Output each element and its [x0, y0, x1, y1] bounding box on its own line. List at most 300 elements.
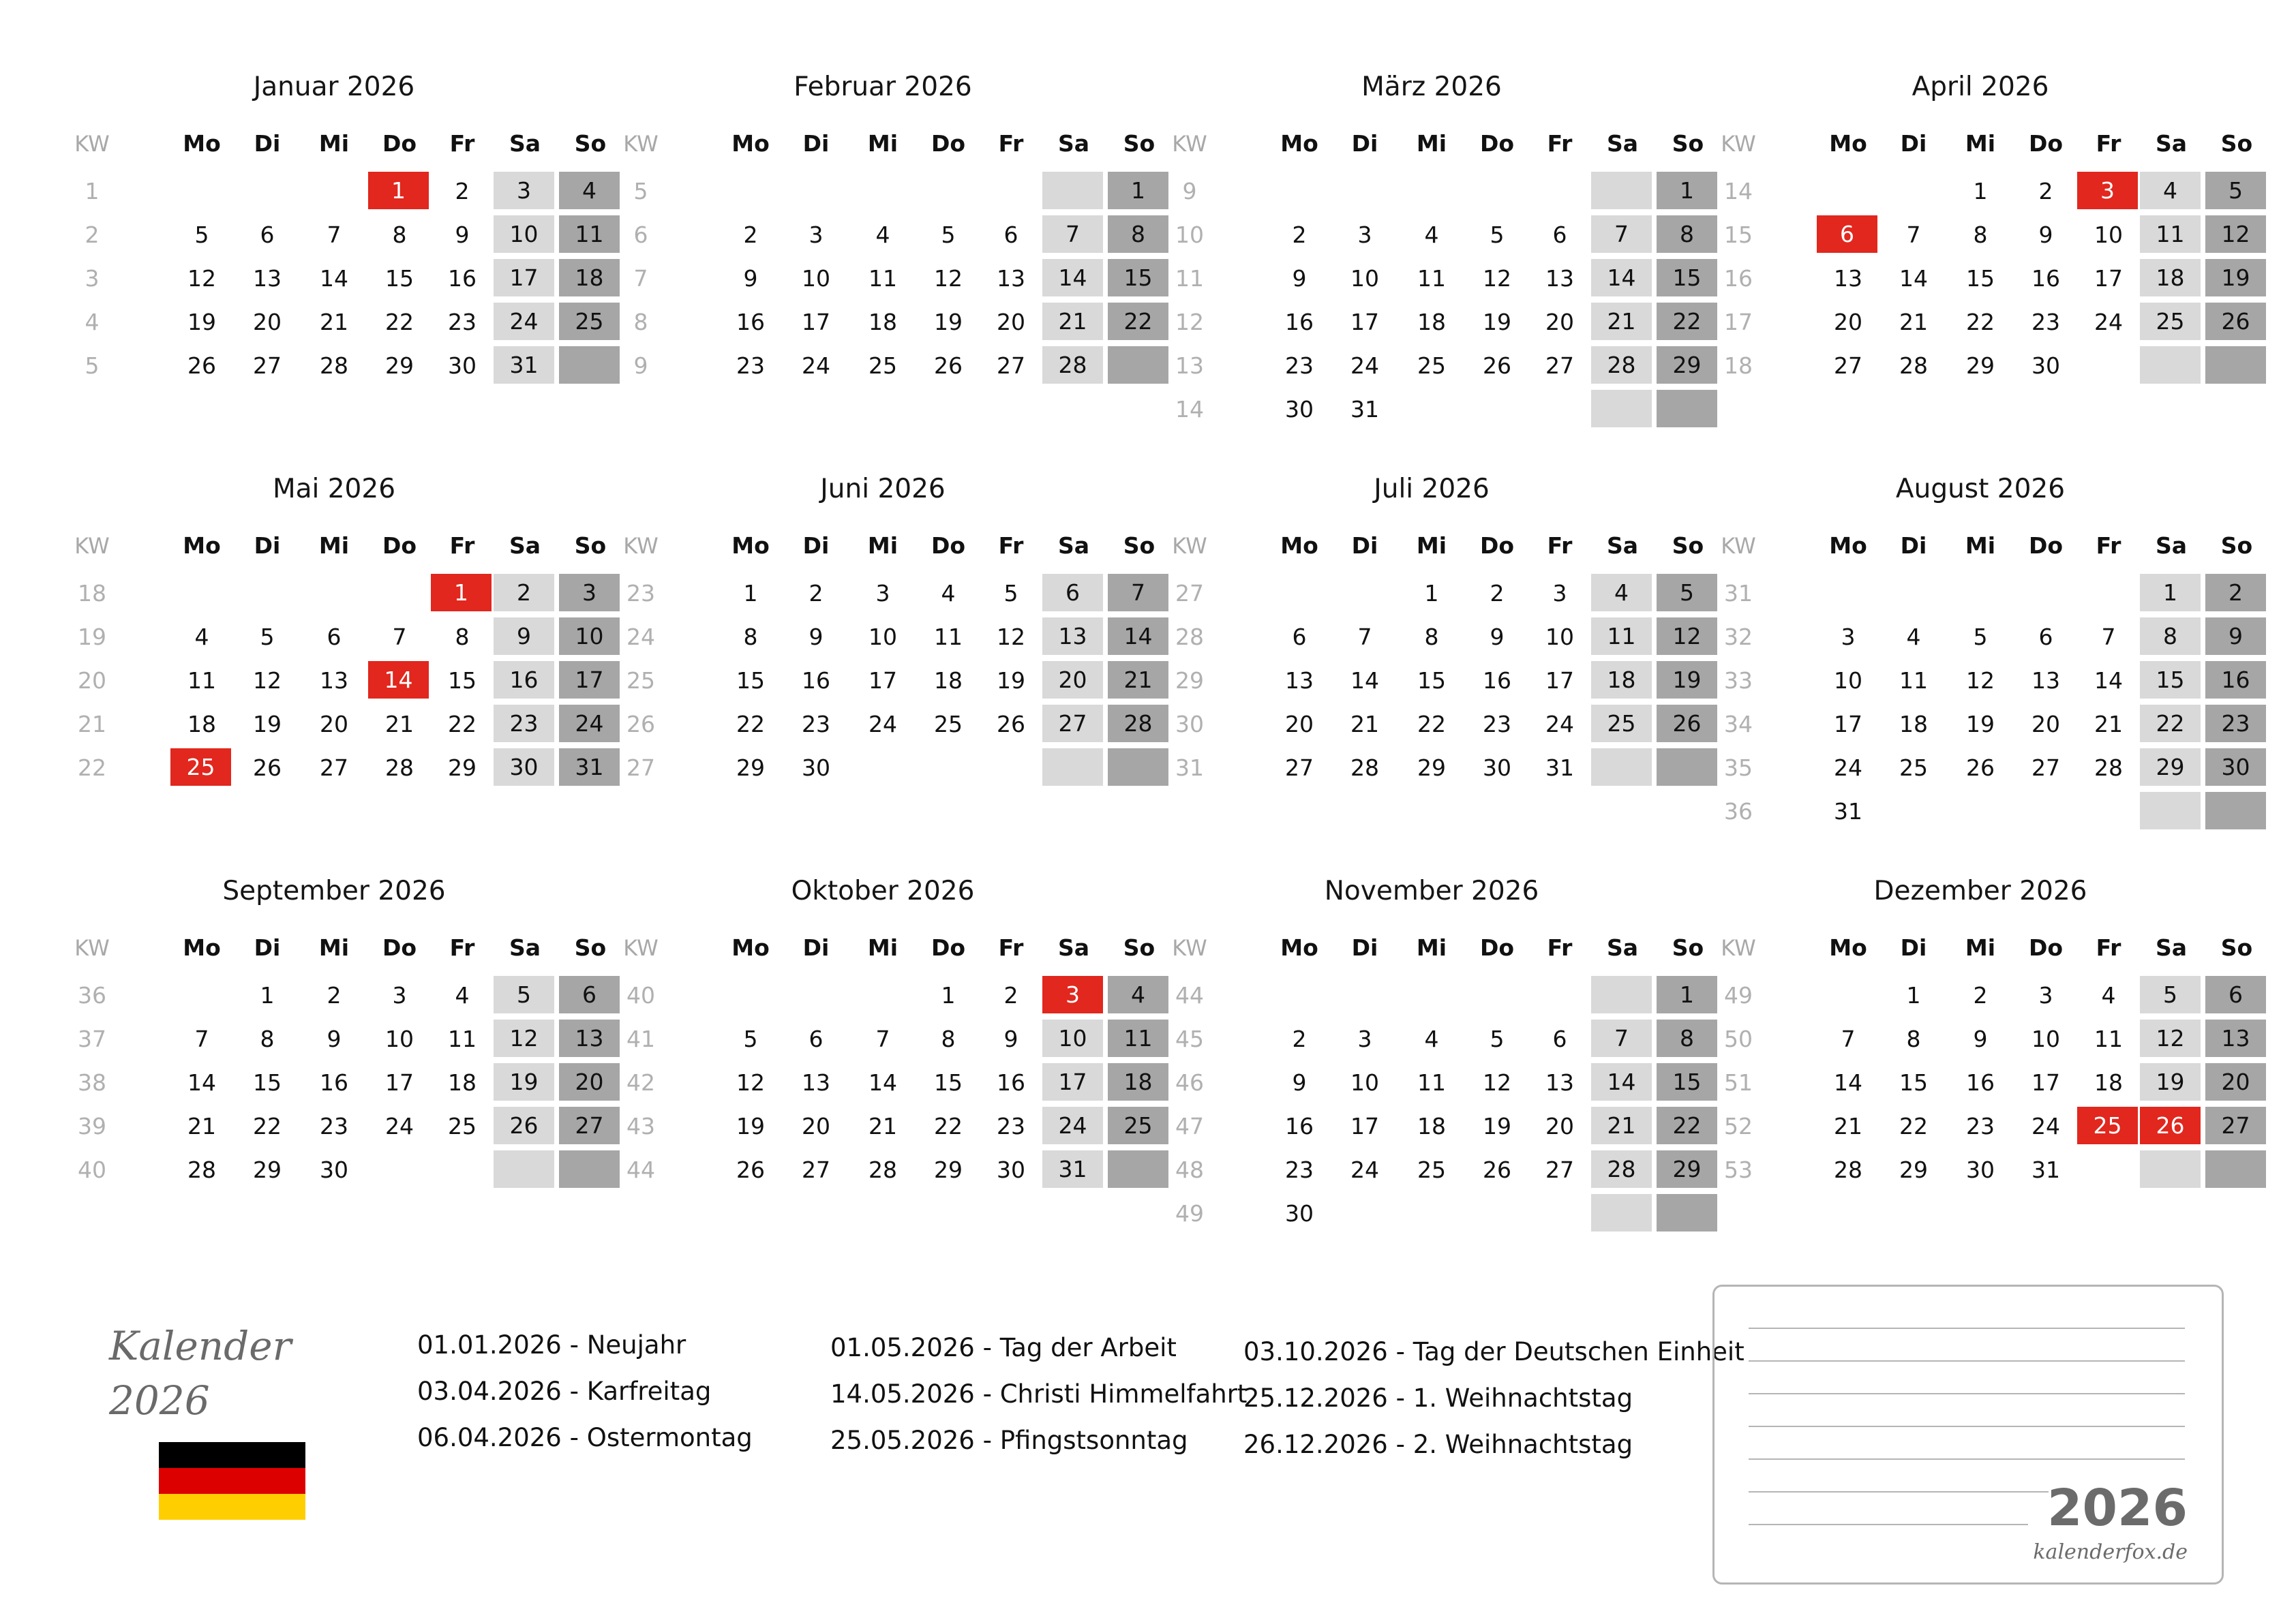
day-cell: 22	[448, 711, 477, 737]
day-cell: 27	[997, 352, 1025, 379]
day-cell: 31	[1042, 1150, 1105, 1190]
day-cell: 19	[1483, 309, 1511, 335]
day-cell: 6	[1292, 624, 1307, 650]
month-title: Juli 2026	[1374, 474, 1490, 504]
note-line	[1749, 1458, 2185, 1460]
month-title: April 2026	[1912, 72, 2049, 102]
day-cell: 28	[1042, 346, 1105, 386]
weekday-header: Mi	[1965, 934, 1996, 961]
weekday-header: Mo	[1280, 130, 1318, 157]
calendar-week-number: 3	[85, 265, 100, 292]
day-cell: 6	[2038, 624, 2053, 650]
day-cell: 19	[494, 1063, 556, 1103]
empty-weekend-cell	[1591, 172, 1654, 211]
week-row	[1715, 259, 2250, 299]
day-cell: 22	[1899, 1113, 1928, 1139]
day-cell: 4	[1424, 221, 1439, 248]
day-cell: 28	[1899, 352, 1928, 379]
day-cell: 12	[1483, 265, 1511, 292]
weekday-header: Sa	[2155, 130, 2188, 157]
kw-header: KW	[1721, 131, 1756, 157]
week-row	[1715, 346, 2246, 386]
note-line	[1749, 1491, 2049, 1493]
day-cell: 14	[1042, 259, 1105, 299]
week-row	[1166, 705, 1702, 744]
day-cell: 1	[1657, 976, 1719, 1015]
kw-header: KW	[1721, 533, 1756, 559]
day-cell: 25	[868, 352, 897, 379]
day-cell: 22	[1417, 711, 1446, 737]
weekday-header: Mo	[731, 130, 770, 157]
day-cell: 27	[1545, 1157, 1574, 1183]
day-cell: 19	[2140, 1063, 2203, 1103]
day-cell: 1	[1906, 982, 1921, 1009]
week-row	[1166, 617, 1702, 657]
week-row	[1166, 259, 1702, 299]
weekday-header: So	[2220, 130, 2253, 157]
day-cell: 10	[2031, 1026, 2060, 1052]
day-cell: 21	[1834, 1113, 1862, 1139]
day-cell: 13	[997, 265, 1025, 292]
calendar-week-number: 19	[78, 624, 106, 650]
weekday-header: Do	[1479, 532, 1515, 559]
calendar-week-number: 44	[626, 1157, 655, 1183]
day-cell: 4	[1424, 1026, 1439, 1052]
day-cell: 29	[385, 352, 414, 379]
day-cell: 6	[559, 976, 622, 1015]
day-cell: 27	[802, 1157, 830, 1183]
day-cell: 4	[1591, 574, 1654, 613]
day-cell: 18	[2140, 259, 2203, 299]
month-calendar	[1715, 804, 2253, 1199]
day-cell: 12	[2140, 1020, 2203, 1059]
kw-header: KW	[623, 533, 659, 559]
day-cell: 16	[736, 309, 765, 335]
day-cell: 6	[1552, 1026, 1567, 1052]
calendar-week-number: 51	[1724, 1069, 1753, 1096]
kw-header: KW	[1172, 131, 1207, 157]
day-cell: 2	[1003, 982, 1018, 1009]
kw-header: KW	[1172, 935, 1207, 961]
calendar-week-number: 35	[1724, 754, 1753, 781]
day-cell: 24	[802, 352, 830, 379]
day-cell: 5	[494, 976, 556, 1015]
day-cell: 23	[736, 352, 765, 379]
week-row	[68, 1063, 604, 1103]
day-cell: 4	[559, 172, 622, 211]
day-cell: 9	[743, 265, 758, 292]
weekday-header: Sa	[1057, 934, 1090, 961]
day-cell: 13	[1834, 265, 1862, 292]
day-cell: 4	[1906, 624, 1921, 650]
day-cell: 14	[868, 1069, 897, 1096]
day-cell: 31	[2031, 1157, 2060, 1183]
week-row	[68, 259, 604, 299]
day-cell: 3	[809, 221, 824, 248]
day-cell: 20	[1545, 309, 1574, 335]
weekday-header: Di	[1900, 532, 1927, 559]
weekday-header: Mo	[1280, 532, 1318, 559]
day-cell: 26	[1966, 754, 1995, 781]
calendar-week-number: 40	[626, 982, 655, 1009]
day-cell: 3	[1357, 1026, 1372, 1052]
day-cell: 6	[2205, 976, 2268, 1015]
weekday-header-row	[1715, 931, 2253, 965]
day-cell: 20	[1285, 711, 1314, 737]
day-cell: 15	[736, 667, 765, 694]
day-cell: 8	[1657, 1020, 1719, 1059]
day-cell: 10	[2094, 221, 2123, 248]
day-cell: 10	[868, 624, 897, 650]
day-cell: 21	[1350, 711, 1379, 737]
day-cell: 6	[1817, 215, 1879, 255]
day-cell: 7	[1591, 1020, 1654, 1059]
day-cell: 17	[1350, 1113, 1379, 1139]
weekday-header: Sa	[1606, 532, 1639, 559]
day-cell: 24	[1350, 352, 1379, 379]
weekday-header: Sa	[1057, 130, 1090, 157]
month-calendar	[1166, 0, 1704, 423]
day-cell: 18	[559, 259, 622, 299]
day-cell: 28	[187, 1157, 216, 1183]
day-cell: 19	[253, 711, 282, 737]
day-cell: 23	[802, 711, 830, 737]
week-row	[68, 172, 600, 211]
empty-weekend-cell	[1042, 172, 1105, 211]
day-cell: 31	[1545, 754, 1574, 781]
day-cell: 9	[1003, 1026, 1018, 1052]
month-calendar	[617, 0, 1155, 395]
week-row	[617, 1150, 1149, 1190]
day-cell: 9	[327, 1026, 342, 1052]
day-cell: 8	[1424, 624, 1439, 650]
month-title: November 2026	[1324, 876, 1539, 906]
day-cell: 3	[2038, 982, 2053, 1009]
day-cell: 2	[1490, 580, 1505, 607]
day-cell: 30	[1285, 1200, 1314, 1227]
day-cell: 7	[1841, 1026, 1856, 1052]
day-cell: 16	[1966, 1069, 1995, 1096]
day-cell: 15	[1657, 259, 1719, 299]
month-calendar	[1166, 402, 1704, 797]
day-cell: 12	[1966, 667, 1995, 694]
weekday-header: Mi	[1416, 532, 1447, 559]
month-title: Dezember 2026	[1873, 876, 2087, 906]
month-calendar	[68, 0, 607, 395]
day-cell: 11	[1108, 1020, 1170, 1059]
day-cell: 26	[934, 352, 963, 379]
day-cell: 3	[1357, 221, 1372, 248]
weekday-header-row	[617, 127, 1155, 161]
day-cell: 13	[320, 667, 348, 694]
day-cell: 20	[802, 1113, 830, 1139]
day-cell: 13	[1285, 667, 1314, 694]
day-cell: 11	[559, 215, 622, 255]
weekday-header: Fr	[998, 532, 1024, 559]
weekday-header: Do	[2028, 934, 2064, 961]
day-cell: 14	[1350, 667, 1379, 694]
month-title: Februar 2026	[794, 72, 972, 102]
holiday-item: 03.10.2026 - Tag der Deutschen Einheit	[1243, 1337, 1744, 1366]
day-cell: 3	[1042, 976, 1105, 1015]
calendar-week-number: 26	[626, 711, 655, 737]
day-cell: 7	[392, 624, 407, 650]
day-cell: 3	[392, 982, 407, 1009]
week-row	[1715, 748, 2250, 788]
notes-year: 2026	[2047, 1479, 2188, 1537]
holiday-item: 03.04.2026 - Karfreitag	[417, 1377, 712, 1406]
calendar-week-number: 14	[1724, 178, 1753, 204]
day-cell: 27	[1285, 754, 1314, 781]
day-cell: 29	[253, 1157, 282, 1183]
day-cell: 1	[260, 982, 275, 1009]
day-cell: 5	[1657, 574, 1719, 613]
calendar-week-number: 47	[1175, 1113, 1204, 1139]
day-cell: 5	[941, 221, 956, 248]
day-cell: 21	[868, 1113, 897, 1139]
week-row	[1166, 1194, 1697, 1234]
week-row	[68, 1150, 600, 1190]
day-cell: 11	[2094, 1026, 2123, 1052]
weekday-header: Mi	[1965, 532, 1996, 559]
day-cell: 31	[1350, 396, 1379, 423]
day-cell: 28	[2094, 754, 2123, 781]
day-cell: 8	[260, 1026, 275, 1052]
weekday-header-row	[68, 529, 607, 563]
day-cell: 25	[1417, 1157, 1446, 1183]
day-cell: 3	[2077, 172, 2140, 211]
weekday-header-row	[1166, 127, 1704, 161]
day-cell: 15	[1899, 1069, 1928, 1096]
month-calendar	[1715, 402, 2253, 825]
week-row	[617, 617, 1153, 657]
brand-label: kalenderfox.de	[2033, 1540, 2188, 1564]
day-cell: 3	[559, 574, 622, 613]
calendar-week-number: 5	[633, 178, 648, 204]
day-cell: 1	[2140, 574, 2203, 613]
weekday-header: Mi	[867, 532, 898, 559]
weekday-header: Fr	[2096, 934, 2121, 961]
day-cell: 4	[194, 624, 209, 650]
day-cell: 11	[187, 667, 216, 694]
day-cell: 30	[494, 748, 556, 788]
day-cell: 23	[1285, 352, 1314, 379]
weekday-header: So	[574, 934, 607, 961]
calendar-week-number: 40	[78, 1157, 106, 1183]
day-cell: 25	[1108, 1107, 1170, 1146]
weekday-header: Mi	[1416, 130, 1447, 157]
day-cell: 14	[187, 1069, 216, 1096]
week-row	[1166, 1107, 1702, 1146]
month-calendar	[68, 804, 607, 1199]
day-cell: 13	[559, 1020, 622, 1059]
week-row	[1166, 172, 1697, 211]
day-cell: 27	[1042, 705, 1105, 744]
weekday-header: Sa	[2155, 532, 2188, 559]
day-cell: 20	[320, 711, 348, 737]
weekday-header-row	[617, 529, 1155, 563]
day-cell: 21	[385, 711, 414, 737]
week-row	[68, 1020, 604, 1059]
day-cell: 8	[941, 1026, 956, 1052]
month-calendar	[617, 402, 1155, 797]
day-cell: 16	[1285, 1113, 1314, 1139]
weekday-header: Sa	[1606, 130, 1639, 157]
month-title: Oktober 2026	[791, 876, 975, 906]
day-cell: 9	[2205, 617, 2268, 657]
note-line	[1749, 1393, 2185, 1394]
day-cell: 5	[1490, 1026, 1505, 1052]
day-cell: 13	[1545, 265, 1574, 292]
day-cell: 21	[1108, 661, 1170, 701]
weekday-header: Fr	[449, 130, 475, 157]
empty-weekend-cell	[1591, 1194, 1654, 1234]
weekday-header: Do	[382, 532, 417, 559]
day-cell: 13	[802, 1069, 830, 1096]
day-cell: 22	[385, 309, 414, 335]
day-cell: 5	[1003, 580, 1018, 607]
calendar-week-number: 50	[1724, 1026, 1753, 1052]
calendar-week-number: 9	[633, 352, 648, 379]
day-cell: 17	[2094, 265, 2123, 292]
weekday-header: Di	[1351, 130, 1378, 157]
day-cell: 22	[253, 1113, 282, 1139]
month-title: August 2026	[1895, 474, 2066, 504]
day-cell: 26	[253, 754, 282, 781]
day-cell: 18	[868, 309, 897, 335]
day-cell: 17	[1545, 667, 1574, 694]
day-cell: 3	[1552, 580, 1567, 607]
day-cell: 20	[1545, 1113, 1574, 1139]
day-cell: 12	[2205, 215, 2268, 255]
empty-weekend-cell	[559, 346, 622, 386]
holiday-list-1	[417, 1322, 826, 1461]
day-cell: 9	[1490, 624, 1505, 650]
day-cell: 18	[187, 711, 216, 737]
week-row	[68, 574, 600, 613]
day-cell: 1	[1973, 178, 1988, 204]
day-cell: 8	[1973, 221, 1988, 248]
kw-header: KW	[74, 131, 110, 157]
weekday-header: Fr	[2096, 130, 2121, 157]
kw-header: KW	[623, 131, 659, 157]
weekday-header: Fr	[1547, 934, 1573, 961]
day-cell: 10	[559, 617, 622, 657]
day-cell: 29	[1899, 1157, 1928, 1183]
day-cell: 6	[1003, 221, 1018, 248]
empty-weekend-cell	[2205, 1150, 2268, 1190]
weekday-header: So	[2220, 532, 2253, 559]
day-cell: 22	[1657, 1107, 1719, 1146]
day-cell: 27	[1545, 352, 1574, 379]
day-cell: 14	[1834, 1069, 1862, 1096]
day-cell: 29	[448, 754, 477, 781]
day-cell: 1	[431, 574, 494, 613]
day-cell: 8	[2140, 617, 2203, 657]
day-cell: 23	[1483, 711, 1511, 737]
day-cell: 25	[448, 1113, 477, 1139]
day-cell: 31	[494, 346, 556, 386]
calendar-week-number: 17	[1724, 309, 1753, 335]
calendar-week-number: 18	[1724, 352, 1753, 379]
day-cell: 23	[997, 1113, 1025, 1139]
calendar-week-number: 41	[626, 1026, 655, 1052]
calendar-week-number: 48	[1175, 1157, 1204, 1183]
day-cell: 9	[494, 617, 556, 657]
week-row	[1166, 661, 1702, 701]
weekday-header: Mo	[1280, 934, 1318, 961]
weekday-header: Di	[254, 934, 281, 961]
calendar-week-number: 18	[78, 580, 106, 607]
weekday-header: So	[1123, 130, 1155, 157]
day-cell: 27	[1834, 352, 1862, 379]
weekday-header: Mi	[867, 130, 898, 157]
day-cell: 8	[1108, 215, 1170, 255]
week-row	[617, 346, 1149, 386]
calendar-week-number: 43	[626, 1113, 655, 1139]
day-cell: 18	[1591, 661, 1654, 701]
weekday-header-row	[68, 931, 607, 965]
day-cell: 15	[385, 265, 414, 292]
calendar-week-number: 44	[1175, 982, 1204, 1009]
day-cell: 4	[2101, 982, 2116, 1009]
day-cell: 6	[327, 624, 342, 650]
weekday-header: Mo	[1829, 934, 1867, 961]
day-cell: 2	[809, 580, 824, 607]
weekday-header: Fr	[449, 934, 475, 961]
weekday-header: Do	[931, 130, 966, 157]
day-cell: 16	[1285, 309, 1314, 335]
day-cell: 18	[1108, 1063, 1170, 1103]
calendar-week-number: 32	[1724, 624, 1753, 650]
day-cell: 15	[934, 1069, 963, 1096]
calendar-week-number: 27	[626, 754, 655, 781]
calendar-week-number: 2	[85, 221, 100, 248]
day-cell: 9	[455, 221, 470, 248]
weekday-header: So	[1672, 532, 1704, 559]
week-row	[1715, 976, 2246, 1015]
day-cell: 30	[1966, 1157, 1995, 1183]
calendar-week-number: 33	[1724, 667, 1753, 694]
empty-weekend-cell	[1657, 748, 1719, 788]
day-cell: 10	[1350, 265, 1379, 292]
week-row	[1166, 976, 1697, 1015]
day-cell: 18	[1899, 711, 1928, 737]
weekday-header: Sa	[509, 934, 541, 961]
day-cell: 8	[392, 221, 407, 248]
holiday-list-3	[1243, 1329, 1744, 1468]
weekday-header: Sa	[2155, 934, 2188, 961]
weekday-header: Fr	[1547, 532, 1573, 559]
weekday-header: Mi	[867, 934, 898, 961]
day-cell: 7	[1042, 215, 1105, 255]
weekday-header: Mo	[1829, 130, 1867, 157]
day-cell: 26	[1657, 705, 1719, 744]
day-cell: 12	[1483, 1069, 1511, 1096]
week-row	[617, 1020, 1153, 1059]
day-cell: 9	[809, 624, 824, 650]
day-cell: 5	[2140, 976, 2203, 1015]
day-cell: 11	[934, 624, 963, 650]
day-cell: 26	[1483, 1157, 1511, 1183]
day-cell: 25	[2140, 303, 2203, 342]
day-cell: 10	[1042, 1020, 1105, 1059]
day-cell: 11	[1417, 1069, 1446, 1096]
calendar-week-number: 15	[1724, 221, 1753, 248]
calendar-week-number: 27	[1175, 580, 1204, 607]
day-cell: 14	[1108, 617, 1170, 657]
month-calendar	[1715, 0, 2253, 395]
